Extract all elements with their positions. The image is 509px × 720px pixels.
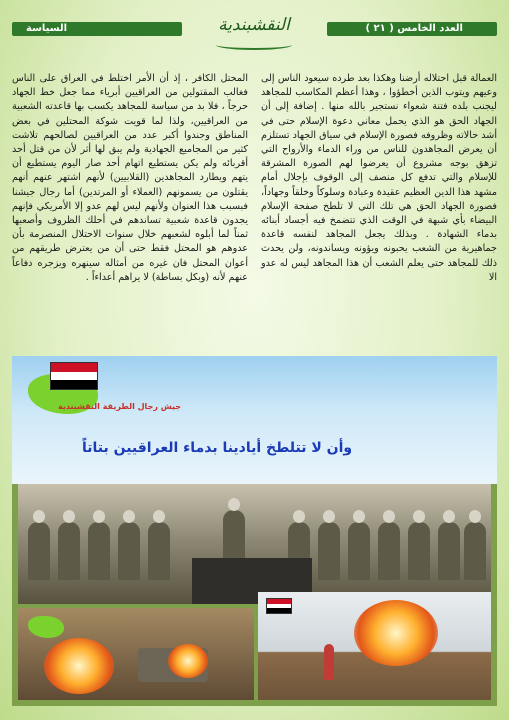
- army-emblem-icon: [28, 362, 182, 422]
- fighters-group-photo: [18, 484, 491, 604]
- article-text-right: العمالة قبل احتلاله أرضنا وهكذا بعد طرده سيعود الناس إلى وعيهم ويتوب الذين أخطؤوا ، وهذا أعظم المكاسب للمجاهد ليجنب بلده فتنة شعواء نستجير بالله منها . إضافة إلى أن الجهاد الحق هو الذي يحمل معاني دعوة الإسلام حتى في أشد حالاته وظروفه فصورة الإسلام في سياق الجهاد تستلزم أن يعرض المجاهدون للناس من وراء الدماء والأرواح التي تزهق بوجه مشروع أن يعرضوا لهم الصورة المشرقة للإسلام والتي تدفع كل منصف إلى الوقوف بإجلال أمام مشهد هذا الدين العظيم عقيدة وعبادة وسلوكاً وخلقاً وجهاداً، فصورة الجهاد الحق هي تلك التي لا تلطخ صفحة الإسلام البيضاء بأي شبهة في الوقت الذي تتضمخ فيه أجساد أبنائه بدماء الشهادة . وبذلك يجعل المجاهد لنفسه قاعدة جماهيرية من الشعب يحبونه ويؤونه ويساندونه، ولن يحدث ذلك للمجاهد حتى يعلم الشعب أن هذا المجاهد ليس له عدو الا: [261, 73, 497, 283]
- logo-text: النقشبندية: [218, 15, 290, 35]
- page-header: [12, 10, 497, 56]
- explosion-icon: [44, 638, 114, 694]
- explosion-icon: [168, 644, 208, 678]
- iraqi-flag-icon: [266, 598, 292, 614]
- fighter-figure: [464, 522, 486, 580]
- article-column-left: [12, 72, 248, 285]
- collage-headline: وأن لا تتلطخ أيادينا بدماء العراقيين بتاتاً: [82, 440, 353, 456]
- fighter-figure: [348, 522, 370, 580]
- fighter-figure: [324, 644, 334, 680]
- fighter-figure: [148, 522, 170, 580]
- fighter-figure: [318, 522, 340, 580]
- fighter-figure: [118, 522, 140, 580]
- iraq-map-icon: [28, 616, 64, 638]
- article-text-left: المحتل الكافر ، إذ أن الأمر اختلط في العراق على الناس فغالب المقتولين من العراقيين أبرياء مما جعل خط الجهاد حرجاً ، فلا بد من سياسة للمجاهد يكسب بها قاعدته الشعبية من العراقيين، ولذا لما قويت شوكة المحتلين في بعض المناطق وجندوا أكبر عدد من العراقيين لصالحهم تلاشت كثير من المجاميع الجهادية ولم يبق لها أثر لأن من قتل أحد أقربائه ولم يكن يستطيع اتهام أحد صار اليوم يستطيع أن يتهم ويطارد المجاهدين (القلابيين) لأنهم اشتهر عنهم أنهم يقتلون من يسمونهم (العملاء أو المرتدين) أما رجال جيشنا فبسبب هذا العنوان ولأنهم ليس لهم عدو إلا الأمريكي فإنهم يجدون قاعدة شعبية تساندهم في أحلك الظروف وأصعبها ثمناً لما أبلوه لشعبهم خلال سنوات الاحتلال المنصرمة بأن عدوهم هو المحتل فقط حتى أن من يعترض طريقهم من أعوان المحتل فان غيره من أمثاله سينهره ويزجره دفاعاً عنهم لأنه (وبكل بساطة) لا يراهم أعداءاً .: [12, 73, 248, 283]
- fighter-figure: [438, 522, 460, 580]
- issue-number: العدد الخامس ( ٢١ ): [365, 23, 463, 34]
- emblem-label: جيش رجال الطريقة النقشبندية: [58, 402, 182, 411]
- section-title: السياسة: [26, 23, 68, 34]
- logo-swirl-icon: [216, 40, 292, 50]
- rocket-launch-photo-right: [258, 592, 491, 700]
- explosion-icon: [354, 600, 438, 666]
- explosion-photo-left: [18, 608, 254, 700]
- magazine-logo: [208, 10, 300, 56]
- photo-collage: [12, 356, 497, 706]
- article-column-right: [261, 72, 497, 285]
- fighter-figure: [408, 522, 430, 580]
- fighter-figure: [88, 522, 110, 580]
- fighter-figure: [58, 522, 80, 580]
- fighter-figure: [378, 522, 400, 580]
- iraqi-flag-icon: [50, 362, 98, 390]
- collage-banner: [12, 356, 497, 484]
- fighter-figure: [28, 522, 50, 580]
